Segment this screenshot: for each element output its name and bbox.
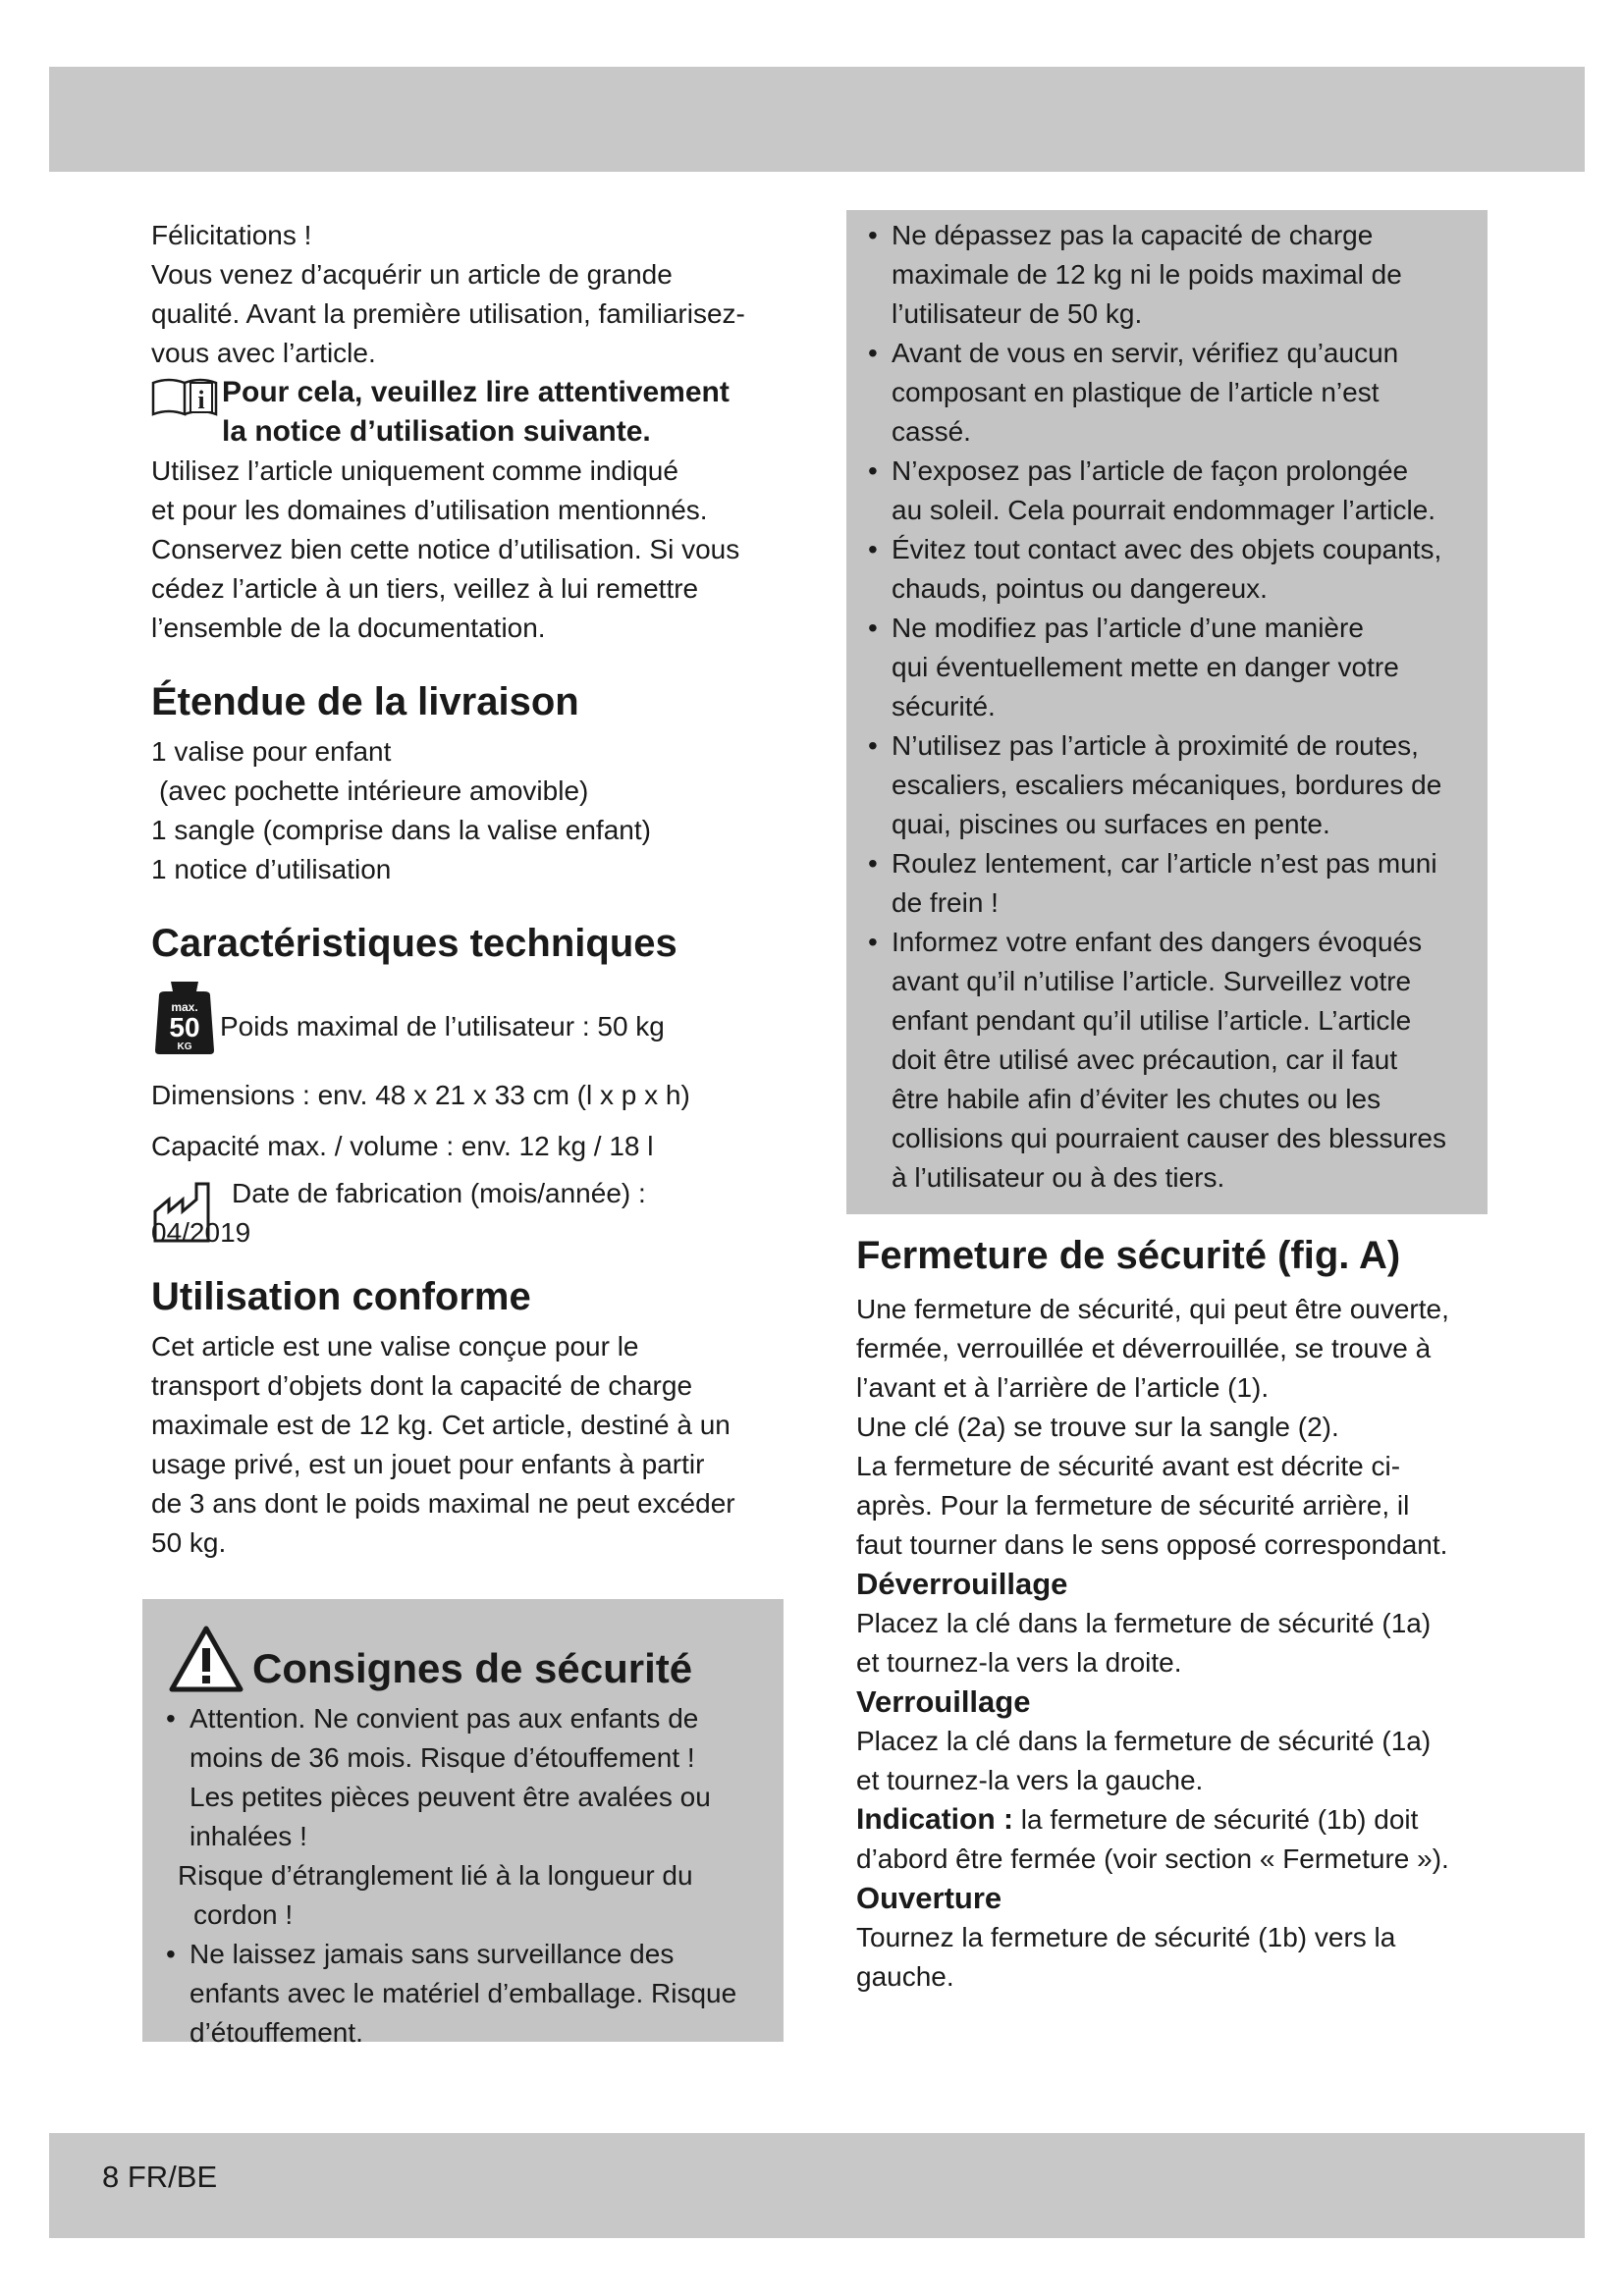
- unlock-heading: Déverrouillage: [856, 1567, 1068, 1601]
- safety-continued-list: [864, 216, 1481, 1198]
- capacity-text: Capacité max. / volume : env. 12 kg / 18 l: [151, 1131, 654, 1161]
- lock-line: fermée, verrouillée et déverrouillée, se trouve à: [856, 1333, 1432, 1363]
- usage-line: maximale est de 12 kg. Cet article, destiné à un: [151, 1410, 731, 1440]
- intro-line: qualité. Avant la première utilisation, familiarisez-: [151, 298, 745, 329]
- safety-bullet: • Attention. Ne convient pas aux enfants de moins de 36 mois. Risque d’étouffement ! Les petites pièces peuvent être avalées ou inhalées !: [162, 1699, 771, 1856]
- lock-text: [856, 1290, 1485, 1565]
- info-line: la notice d’utilisation suivante.: [222, 415, 651, 448]
- open-heading: Ouverture: [856, 1881, 1002, 1915]
- fab-line: Date de fabrication (mois/année) :: [232, 1178, 646, 1208]
- svg-text:i: i: [197, 386, 205, 414]
- delivery-heading: Étendue de la livraison: [151, 680, 579, 723]
- usage-line: de 3 ans dont le poids maximal ne peut excéder: [151, 1488, 735, 1519]
- note-line: [856, 1800, 1485, 1840]
- dimensions-text: Dimensions : env. 48 x 21 x 33 cm (l x p x h): [151, 1080, 690, 1110]
- lock-line: faut tourner dans le sens opposé correspondant.: [856, 1529, 1448, 1560]
- lock-line: après. Pour la fermeture de sécurité arrière, il: [856, 1490, 1410, 1521]
- factory-icon: [151, 1182, 236, 1245]
- manufacture-date-row: [151, 1174, 780, 1253]
- tech-heading: Caractéristiques techniques: [151, 922, 677, 965]
- page-number: 8 FR/BE: [102, 2160, 218, 2194]
- safety-continued-box: [846, 210, 1488, 1214]
- safety-box: [142, 1599, 784, 2048]
- usage-line: transport d’objets dont la capacité de charge: [151, 1370, 693, 1401]
- safety-bullet: • Ne dépassez pas la capacité de charge maximale de 12 kg ni le poids maximal de l’utilisateur de 50 kg.: [864, 216, 1481, 334]
- intro-after-line: et pour les domaines d’utilisation mentionnés.: [151, 495, 708, 525]
- safety-title: [162, 1625, 771, 1697]
- lock-subheading: Verrouillage: [856, 1684, 1031, 1719]
- unlock-line: et tournez-la vers la droite.: [856, 1647, 1182, 1678]
- usage-text: [151, 1327, 780, 1563]
- lock-line: La fermeture de sécurité avant est décrite ci-: [856, 1451, 1401, 1481]
- safety-bullet: • Informez votre enfant des dangers évoqués avant qu’il n’utilise l’article. Surveillez votre enfant pendant qu’il utilise l’article. L’article doit être utilisé avec précaution, car il faut être habile afin d’éviter les chutes ou les collisions qui pourraient causer des blessures à l’utilisateur ou à des tiers.: [864, 923, 1481, 1198]
- left-column: [151, 216, 780, 1563]
- lock-sub-line: et tournez-la vers la gauche.: [856, 1765, 1204, 1795]
- intro-text: [151, 216, 780, 373]
- safety-bullet: • Roulez lentement, car l’article n’est pas muni de frein !: [864, 844, 1481, 923]
- usage-line: usage privé, est un jouet pour enfants à partir: [151, 1449, 705, 1479]
- safety-bullet: • Ne laissez jamais sans surveillance des enfants avec le matériel d’emballage. Risque d’étouffement.: [162, 1935, 771, 2053]
- header-band: [49, 67, 1585, 172]
- note-text: la fermeture de sécurité (1b) doit: [1013, 1804, 1419, 1835]
- intro-after-line: Conservez bien cette notice d’utilisation. Si vous: [151, 534, 740, 564]
- weight-icon-unit: KG: [177, 1041, 192, 1052]
- safety-bullet: • N’utilisez pas l’article à proximité de routes, escaliers, escaliers mécaniques, bordures de quai, piscines ou surfaces en pente.: [864, 726, 1481, 844]
- unlock-line: Placez la clé dans la fermeture de sécurité (1a): [856, 1608, 1432, 1638]
- lock-sub-line: Placez la clé dans la fermeture de sécurité (1a): [856, 1726, 1432, 1756]
- intro-line: Vous venez d’acquérir un article de grande: [151, 259, 673, 290]
- safety-strangle-note: Risque d’étranglement lié à la longueur du cordon !: [178, 1860, 693, 1930]
- safety-bullet: • N’exposez pas l’article de façon prolongée au soleil. Cela pourrait endommager l’article.: [864, 452, 1481, 530]
- safety-heading: Consignes de sécurité: [252, 1645, 693, 1691]
- max-weight-text: Poids maximal de l’utilisateur : 50 kg: [220, 1011, 665, 1041]
- delivery-list: [151, 732, 780, 889]
- lock-line: l’avant et à l’arrière de l’article (1).: [856, 1372, 1270, 1403]
- fab-date: 04/2019: [151, 1217, 251, 1248]
- lock-line: Une clé (2a) se trouve sur la sangle (2).: [856, 1412, 1339, 1442]
- intro-after-line: l’ensemble de la documentation.: [151, 613, 546, 643]
- max-weight-icon: [151, 978, 218, 1056]
- weight-icon-max: max.: [171, 1000, 198, 1014]
- usage-line: Cet article est une valise conçue pour le: [151, 1331, 639, 1362]
- max-weight-row: [151, 978, 780, 1050]
- intro-after-line: cédez l’article à un tiers, veillez à lui remettre: [151, 573, 699, 604]
- lock-line: Une fermeture de sécurité, qui peut être ouverte,: [856, 1294, 1449, 1324]
- note-line-2: d’abord être fermée (voir section « Fermeture »).: [856, 1843, 1449, 1874]
- info-line: Pour cela, veuillez lire attentivement: [222, 376, 730, 408]
- intro-after-text: [151, 452, 780, 648]
- delivery-line: 1 notice d’utilisation: [151, 854, 392, 884]
- intro-line: vous avec l’article.: [151, 338, 376, 368]
- open-line: Tournez la fermeture de sécurité (1b) vers la: [856, 1922, 1396, 1952]
- delivery-line: (avec pochette intérieure amovible): [159, 775, 589, 806]
- lock-heading: Fermeture de sécurité (fig. A): [856, 1234, 1401, 1277]
- safety-bullet: • Ne modifiez pas l’article d’une manière qui éventuellement mette en danger votre sécurité.: [864, 609, 1481, 726]
- weight-icon-value: 50: [169, 1012, 200, 1042]
- open-line: gauche.: [856, 1961, 954, 1992]
- safety-bullet: • Avant de vous en servir, vérifiez qu’aucun composant en plastique de l’article n’est cassé.: [864, 334, 1481, 452]
- read-instructions-note: [151, 373, 780, 452]
- read-manual-icon: [151, 377, 218, 416]
- warning-icon: [168, 1625, 244, 1693]
- usage-heading: Utilisation conforme: [151, 1275, 531, 1318]
- lock-section: [856, 1231, 1485, 1997]
- safety-bullet: • Évitez tout contact avec des objets coupants, chauds, pointus ou dangereux.: [864, 530, 1481, 609]
- note-label: Indication :: [856, 1803, 1013, 1836]
- usage-line: 50 kg.: [151, 1527, 227, 1558]
- safety-list-2: [162, 1935, 771, 2053]
- delivery-line: 1 sangle (comprise dans la valise enfant): [151, 815, 651, 845]
- delivery-line: 1 valise pour enfant: [151, 736, 392, 767]
- footer-band: [49, 2133, 1585, 2238]
- safety-list: [162, 1699, 771, 1856]
- intro-after-line: Utilisez l’article uniquement comme indiqué: [151, 455, 678, 486]
- intro-line: Félicitations !: [151, 220, 312, 250]
